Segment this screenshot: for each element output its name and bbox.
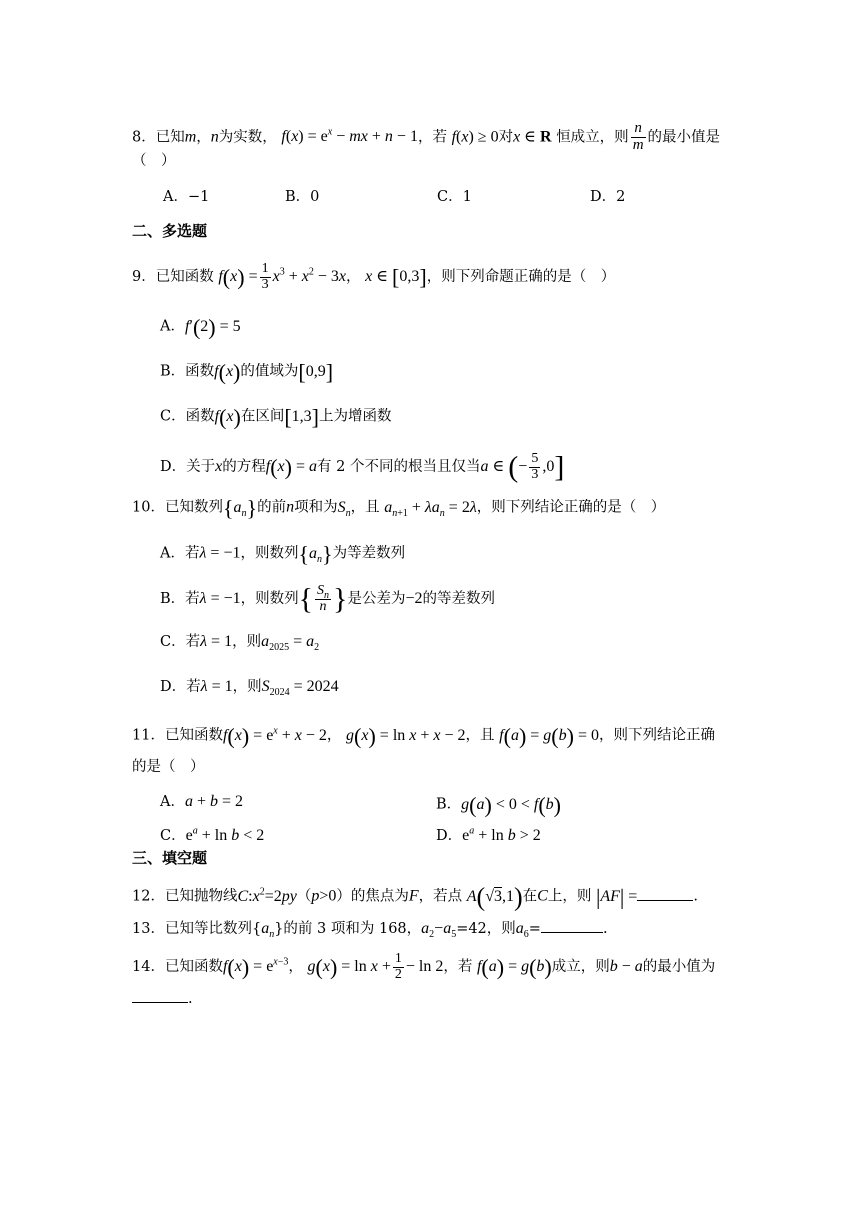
q8-option-a[interactable]: A．−1: [163, 189, 210, 205]
question-11-line-1: 11．已知函数$f(x) = e^x + x - 2$， g(x) = ln x + x − 2，且 f(a) = g(b) = 0，则下列结论正确: [132, 723, 715, 748]
q8-function: $f(x) = e^x$ − mx + n − 1: [281, 126, 418, 146]
q9-option-b[interactable]: B．函数f(x)的值域为[0,9]: [160, 359, 334, 384]
q9-option-c[interactable]: C．函数f(x)在区间[1,3]上为增函数: [160, 404, 392, 429]
q10-option-a[interactable]: A．若λ = −1，则数列$\{a_n\}$为等差数列: [160, 541, 406, 566]
section-multi-choice: 二、多选题: [132, 222, 208, 240]
q10-option-b[interactable]: B．若λ = −1，则数列{ $\frac{S_n}{n}$ }是公差为−2的等差数列: [160, 582, 495, 616]
q13-answer-blank[interactable]: [541, 920, 603, 933]
question-8-paren: （ ）: [132, 153, 176, 169]
q9-option-d[interactable]: D．关于x的方程f(x) = a有 2 个不同的根当且仅当a ∈ (− $\frac{5}{3}$ ,0]: [160, 450, 565, 484]
q14-answer-blank[interactable]: [132, 990, 188, 1003]
question-9-stem: 9．已知函数 f(x) = $\frac{1}{3}$ $x^3 + x^2 - 3x$， x ∈ [0,3]，则下列命题正确的是（ ）: [132, 261, 616, 292]
q8-text: 8．已知: [132, 129, 185, 146]
q8-option-b[interactable]: B．0: [285, 189, 320, 205]
q11-option-a[interactable]: A．a + b = 2: [160, 793, 244, 810]
question-14-line-2: .: [132, 990, 193, 1007]
q10-option-c[interactable]: C．若λ = 1，则$a_{2025} = a_2$: [160, 633, 320, 654]
question-8-line-1: 8．已知m，n为实数， $f(x) = e^x$ − mx + n − 1，若 f(x) ≥ 0对x ∈ R 恒成立，则 $\frac{n}{m}$ 的最小值是: [132, 120, 721, 153]
q11-option-c[interactable]: C．$e^a + \ln b < 2$: [160, 825, 265, 844]
question-10-stem: 10．已知数列$\{a_n\}$的前n项和为$S_n$，且 $a_{n+1} + \lambda a_n = 2\lambda$，则下列结论正确的是（ ）: [132, 495, 666, 520]
q8-fraction: $\frac{n}{m}$: [632, 120, 644, 153]
q11-option-b[interactable]: B．g(a) < 0 < f(b): [436, 792, 561, 817]
question-12: 12．已知抛物线$C:x^2=2py(p>0)$的焦点为F，若点 A(√3,1)在C上，则 |AF| = .: [132, 882, 698, 911]
question-14-line-1: 14．已知函数$f(x) = e^{x-3}$， g(x) = ln x + $\frac{1}{2}$ − ln 2，若 f(a) = g(b)成立，则b − a的最小值为: [132, 951, 716, 982]
section-fill-blank: 三、填空题: [132, 849, 208, 867]
q9-option-a[interactable]: A．f′(2) = 5: [160, 314, 241, 339]
q8-option-d[interactable]: D．2: [590, 189, 626, 205]
question-13: 13．已知等比数列$\{a_n\}$的前 3 项和为 168，$a_2-a_5=42$，则$a_6=$ .: [132, 920, 608, 941]
question-11-line-2: 的是（ ）: [132, 759, 205, 775]
q8-option-c[interactable]: C．1: [437, 189, 472, 205]
q12-answer-blank[interactable]: [637, 888, 693, 901]
q11-option-d[interactable]: D．$e^a + \ln b > 2$: [436, 825, 541, 844]
q10-option-d[interactable]: D．若λ = 1，则$S_{2024} = 2024$: [160, 678, 339, 699]
